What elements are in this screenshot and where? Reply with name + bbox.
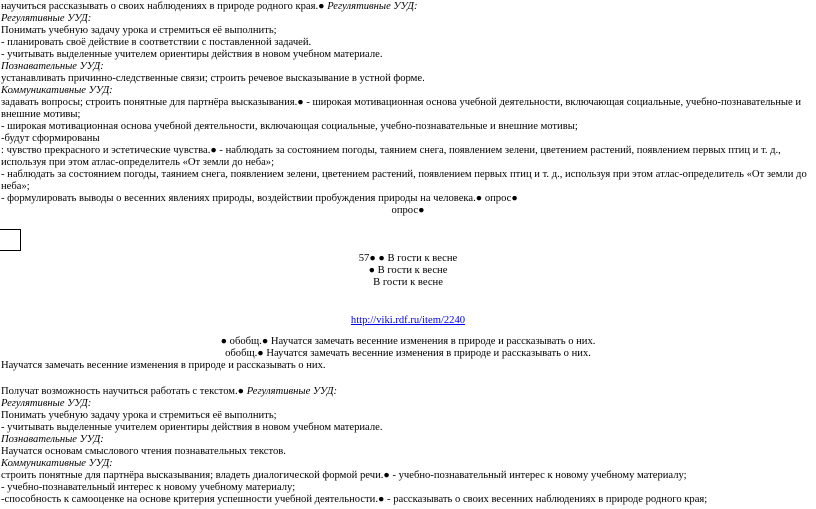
text-span: Получат возможность научиться работать с текстом. [1,386,238,397]
text-line: - учебно-познавательный интерес к новому учебному материалу; [1,482,296,493]
text-span: Регулятивные УУД: [246,386,338,397]
text-line: -будут сформированы [1,133,100,144]
text-line: В гости к весне [373,277,443,288]
bullet-icon: ● [377,494,385,505]
text-line [0,265,816,277]
bullet-icon: ● [220,336,227,347]
text-span: - формулировать выводы о весенних явлениях природы, воздействии пробуждения природы на человека. [1,193,476,204]
section-heading: Коммуникативные УУД: [1,85,113,96]
text-line: устанавливать причинно-следственные связи; строить речевое высказывание в устной форме. [1,73,425,84]
text-paragraph [1,97,813,121]
text-paragraph: - наблюдать за состоянием погоды, таянием снега, появлением зелени, цветением растений, появлением первых птиц и т. д., используя при этом атлас-определитель «От земли до неба»; [1,169,807,192]
bullet-icon: ● [297,97,304,108]
bullet-icon: ● [475,193,483,204]
section-heading: Регулятивные УУД: [1,398,92,409]
section-heading: Познавательные УУД: [1,434,104,445]
section-heading: Регулятивные УУД: [1,13,92,24]
text-span: научиться рассказывать о своих наблюдениях в природе родного края. [1,1,319,12]
text-line [1,470,687,482]
bullet-icon: ● [237,386,245,397]
text-line: Научатся замечать весенние изменения в природе и рассказывать о них. [1,360,326,371]
bullet-icon: ● [383,470,390,481]
text-line: - планировать своё действие в соответствии с поставленной задачей. [1,37,312,48]
text-paragraph [1,145,813,169]
bullet-icon: ● [378,253,385,264]
text-line [1,193,518,205]
table-cell-box [0,229,21,251]
text-line: - широкая мотивационная основа учебной деятельности, включающая социальные, учебно-познавательные и внешние мотивы; [1,121,578,132]
text-line: - учитывать выделенные учителем ориентиры действия в новом учебном материале. [1,49,383,60]
text-span: задавать вопросы; строить понятные для партнёра высказывания. [1,97,298,108]
text-line [1,386,337,398]
bullet-icon: ● [210,145,217,156]
link-line [0,315,816,327]
text-span: Регулятивные УУД: [327,1,418,12]
text-span: Научатся замечать весенние изменения в природе и рассказывать о них. [268,336,596,347]
text-line [0,205,816,217]
text-span: - учебно-познавательный интерес к новому учебному материалу; [389,470,687,481]
bullet-icon: ● [261,336,269,347]
text-line: Понимать учебную задачу урока и стремиться её выполнить; [1,410,277,421]
text-span: - широкая мотивационная основа учебной деятельности, включающая социальные, учебно-познавательные и внешние мотивы; [1,97,802,120]
text-line: - учитывать выделенные учителем ориентиры действия в новом учебном материале. [1,422,383,433]
text-span: 57 [358,253,370,264]
text-span: обобщ. [225,348,258,359]
resource-link[interactable]: http://viki.rdf.ru/item/2240 [350,315,466,326]
bullet-icon: ● [418,205,425,216]
text-span: - наблюдать за состоянием погоды, таянием снега, появлением зелени, цветением растений, появлением первых птиц и т. д., используя при этом атлас-определитель «От земли до неба»; [1,145,781,168]
text-span: опрос [482,193,512,204]
text-line [0,336,816,348]
bullet-icon: ● [368,265,375,276]
text-span: В гости к весне [377,265,448,276]
bullet-icon: ● [318,1,325,12]
text-span: - рассказывать о своих весенних наблюдениях в природе родного края; [384,494,708,505]
text-span: В гости к весне [387,253,458,264]
bullet-icon: ● [257,348,264,359]
text-span: : чувство прекрасного и эстетические чувства. [1,145,211,156]
bullet-icon: ● [369,253,376,264]
text-line: Научатся основам смыслового чтения познавательных текстов. [1,446,286,457]
text-line [1,1,418,13]
text-line [0,253,816,265]
text-line [0,348,816,360]
text-span: опрос [391,205,419,216]
text-line: Понимать учебную задачу урока и стремиться её выполнить; [1,25,277,36]
bullet-icon: ● [511,193,518,204]
text-line [1,494,707,506]
text-span: обобщ. [229,336,262,347]
section-heading: Коммуникативные УУД: [1,458,113,469]
text-span: Научатся замечать весенние изменения в природе и рассказывать о них. [263,348,591,359]
section-heading: Познавательные УУД: [1,61,104,72]
text-span: строить понятные для партнёра высказывания; владеть диалогической формой речи. [1,470,384,481]
text-span: -способность к самооценке на основе критерия успешности учебной деятельности. [1,494,378,505]
